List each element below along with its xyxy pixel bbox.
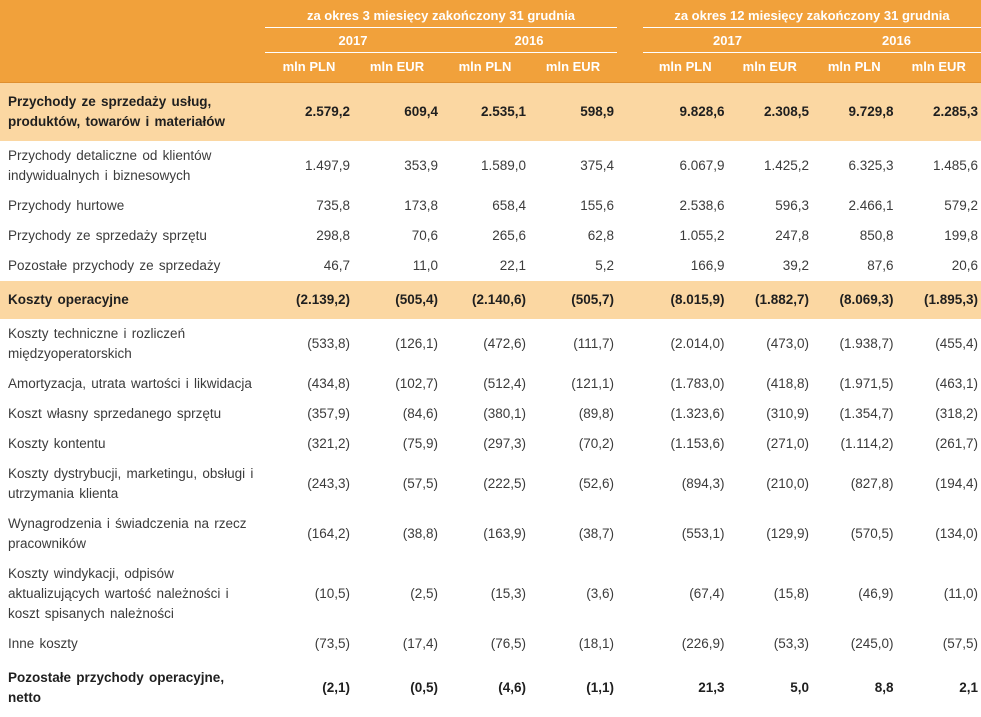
cell-value: 5,2	[529, 256, 617, 276]
table-row	[0, 459, 981, 509]
cell-value: 247,8	[728, 226, 813, 246]
unit-label: mln PLN	[265, 53, 353, 82]
cell-value: 22,1	[441, 256, 529, 276]
table-row	[0, 281, 981, 319]
cell-value: (1.882,7)	[728, 290, 813, 310]
cell-value: 735,8	[265, 196, 353, 216]
cell-value: (512,4)	[441, 374, 529, 394]
cell-value: (226,9)	[643, 634, 728, 654]
cell-value: 2.285,3	[897, 102, 981, 122]
cell-value: (38,8)	[353, 524, 441, 544]
table-row	[0, 399, 981, 429]
cell-value: (321,2)	[265, 434, 353, 454]
cell-value: (553,1)	[643, 524, 728, 544]
unit-label: mln EUR	[728, 53, 813, 82]
cell-value: 11,0	[353, 256, 441, 276]
cell-value: (134,0)	[897, 524, 981, 544]
cell-value: (76,5)	[441, 634, 529, 654]
cell-value: (10,5)	[265, 584, 353, 604]
row-label: Przychody ze sprzedaży sprzętu	[0, 226, 265, 246]
row-label: Amortyzacja, utrata wartości i likwidacja	[0, 374, 265, 394]
cell-value: (222,5)	[441, 474, 529, 494]
cell-value: 39,2	[728, 256, 813, 276]
cell-value: (4,6)	[441, 678, 529, 698]
cell-value: 658,4	[441, 196, 529, 216]
cell-value: (8.015,9)	[643, 290, 728, 310]
cell-value: (1.354,7)	[812, 404, 897, 424]
table-row	[0, 559, 981, 629]
cell-value: (0,5)	[353, 678, 441, 698]
cell-value: 70,6	[353, 226, 441, 246]
cell-value: (310,9)	[728, 404, 813, 424]
cell-value: (70,2)	[529, 434, 617, 454]
cell-value: 1.425,2	[728, 156, 813, 176]
cell-value: (1.114,2)	[812, 434, 897, 454]
table-body	[0, 83, 981, 717]
cell-value: (89,8)	[529, 404, 617, 424]
period-group-3m: za okres 3 miesięcy zakończony 31 grudnia	[265, 0, 617, 28]
table-row	[0, 251, 981, 281]
cell-value: (194,4)	[897, 474, 981, 494]
unit-label: mln PLN	[812, 53, 897, 82]
cell-value: (102,7)	[353, 374, 441, 394]
table-row	[0, 659, 981, 717]
row-label: Koszty operacyjne	[0, 290, 265, 310]
cell-value: 609,4	[353, 102, 441, 122]
cell-value: (357,9)	[265, 404, 353, 424]
row-label: Pozostałe przychody operacyjne, netto	[0, 668, 265, 708]
cell-value: (126,1)	[353, 334, 441, 354]
cell-value: (827,8)	[812, 474, 897, 494]
header-year-row	[0, 28, 981, 53]
cell-value: (243,3)	[265, 474, 353, 494]
unit-label: mln EUR	[897, 53, 981, 82]
cell-value: (1,1)	[529, 678, 617, 698]
year-label: 2016	[812, 28, 981, 53]
cell-value: 2.535,1	[441, 102, 529, 122]
cell-value: 1.589,0	[441, 156, 529, 176]
cell-value: 166,9	[643, 256, 728, 276]
row-label: Koszt własny sprzedanego sprzętu	[0, 404, 265, 424]
cell-value: 375,4	[529, 156, 617, 176]
year-label: 2017	[643, 28, 812, 53]
cell-value: (164,2)	[265, 524, 353, 544]
cell-value: 21,3	[643, 678, 728, 698]
cell-value: (84,6)	[353, 404, 441, 424]
cell-value: (245,0)	[812, 634, 897, 654]
cell-value: (210,0)	[728, 474, 813, 494]
unit-label: mln PLN	[643, 53, 728, 82]
cell-value: (67,4)	[643, 584, 728, 604]
cell-value: 173,8	[353, 196, 441, 216]
cell-value: 579,2	[897, 196, 981, 216]
cell-value: (163,9)	[441, 524, 529, 544]
cell-value: (46,9)	[812, 584, 897, 604]
cell-value: 46,7	[265, 256, 353, 276]
cell-value: (1.783,0)	[643, 374, 728, 394]
cell-value: (473,0)	[728, 334, 813, 354]
table-row	[0, 629, 981, 659]
cell-value: (3,6)	[529, 584, 617, 604]
cell-value: (434,8)	[265, 374, 353, 394]
cell-value: 2.308,5	[728, 102, 813, 122]
cell-value: 2.538,6	[643, 196, 728, 216]
cell-value: (297,3)	[441, 434, 529, 454]
row-label: Koszty techniczne i rozliczeń międzyoperatorskich	[0, 324, 265, 364]
cell-value: 9.828,6	[643, 102, 728, 122]
cell-value: (2.140,6)	[441, 290, 529, 310]
cell-value: (38,7)	[529, 524, 617, 544]
cell-value: (73,5)	[265, 634, 353, 654]
row-label: Przychody hurtowe	[0, 196, 265, 216]
cell-value: 265,6	[441, 226, 529, 246]
table-row	[0, 221, 981, 251]
cell-value: 20,6	[897, 256, 981, 276]
cell-value: 62,8	[529, 226, 617, 246]
cell-value: (463,1)	[897, 374, 981, 394]
year-label: 2017	[265, 28, 441, 53]
period-group-12m: za okres 12 miesięcy zakończony 31 grudnia	[643, 0, 981, 28]
cell-value: (455,4)	[897, 334, 981, 354]
cell-value: (11,0)	[897, 584, 981, 604]
cell-value: 298,8	[265, 226, 353, 246]
cell-value: (894,3)	[643, 474, 728, 494]
row-label: Koszty kontentu	[0, 434, 265, 454]
cell-value: (75,9)	[353, 434, 441, 454]
cell-value: 353,9	[353, 156, 441, 176]
cell-value: 155,6	[529, 196, 617, 216]
row-label: Koszty dystrybucji, marketingu, obsługi i utrzymania klienta	[0, 464, 265, 504]
row-label: Przychody detaliczne od klientów indywidualnych i biznesowych	[0, 146, 265, 186]
row-label: Przychody ze sprzedaży usług, produktów, towarów i materiałów	[0, 92, 265, 132]
cell-value: (533,8)	[265, 334, 353, 354]
cell-value: 2,1	[897, 678, 981, 698]
cell-value: 9.729,8	[812, 102, 897, 122]
cell-value: 1.485,6	[897, 156, 981, 176]
cell-value: (380,1)	[441, 404, 529, 424]
table-row	[0, 83, 981, 141]
cell-value: 5,0	[728, 678, 813, 698]
cell-value: (271,0)	[728, 434, 813, 454]
cell-value: 87,6	[812, 256, 897, 276]
table-row	[0, 319, 981, 369]
cell-value: (15,3)	[441, 584, 529, 604]
cell-value: 199,8	[897, 226, 981, 246]
cell-value: (111,7)	[529, 334, 617, 354]
table-row	[0, 369, 981, 399]
cell-value: (418,8)	[728, 374, 813, 394]
cell-value: (57,5)	[897, 634, 981, 654]
row-label: Wynagrodzenia i świadczenia na rzecz pracowników	[0, 514, 265, 554]
cell-value: 1.497,9	[265, 156, 353, 176]
cell-value: (505,4)	[353, 290, 441, 310]
cell-value: 1.055,2	[643, 226, 728, 246]
unit-label: mln PLN	[441, 53, 529, 82]
cell-value: (472,6)	[441, 334, 529, 354]
cell-value: 596,3	[728, 196, 813, 216]
unit-label: mln EUR	[353, 53, 441, 82]
cell-value: 2.466,1	[812, 196, 897, 216]
cell-value: 2.579,2	[265, 102, 353, 122]
cell-value: (1.153,6)	[643, 434, 728, 454]
cell-value: 6.325,3	[812, 156, 897, 176]
cell-value: (1.323,6)	[643, 404, 728, 424]
cell-value: (52,6)	[529, 474, 617, 494]
cell-value: (2.139,2)	[265, 290, 353, 310]
cell-value: (261,7)	[897, 434, 981, 454]
cell-value: 6.067,9	[643, 156, 728, 176]
cell-value: (570,5)	[812, 524, 897, 544]
cell-value: 598,9	[529, 102, 617, 122]
cell-value: 850,8	[812, 226, 897, 246]
row-label: Pozostałe przychody ze sprzedaży	[0, 256, 265, 276]
cell-value: (2,1)	[265, 678, 353, 698]
table-row	[0, 509, 981, 559]
cell-value: (8.069,3)	[812, 290, 897, 310]
table-row	[0, 141, 981, 191]
row-label: Koszty windykacji, odpisów aktualizujących wartość należności i koszt spisanych należności	[0, 564, 265, 624]
cell-value: (17,4)	[353, 634, 441, 654]
cell-value: (505,7)	[529, 290, 617, 310]
cell-value: (57,5)	[353, 474, 441, 494]
cell-value: (1.971,5)	[812, 374, 897, 394]
header-unit-row	[0, 53, 981, 82]
header-period-row	[0, 0, 981, 28]
cell-value: (318,2)	[897, 404, 981, 424]
cell-value: (1.938,7)	[812, 334, 897, 354]
cell-value: (2,5)	[353, 584, 441, 604]
unit-label: mln EUR	[529, 53, 617, 82]
year-label: 2016	[441, 28, 617, 53]
cell-value: (1.895,3)	[897, 290, 981, 310]
cell-value: (129,9)	[728, 524, 813, 544]
table-header	[0, 0, 981, 83]
cell-value: (121,1)	[529, 374, 617, 394]
cell-value: (18,1)	[529, 634, 617, 654]
cell-value: (15,8)	[728, 584, 813, 604]
table-row	[0, 191, 981, 221]
row-label: Inne koszty	[0, 634, 265, 654]
table-row	[0, 429, 981, 459]
cell-value: (53,3)	[728, 634, 813, 654]
cell-value: 8,8	[812, 678, 897, 698]
cell-value: (2.014,0)	[643, 334, 728, 354]
